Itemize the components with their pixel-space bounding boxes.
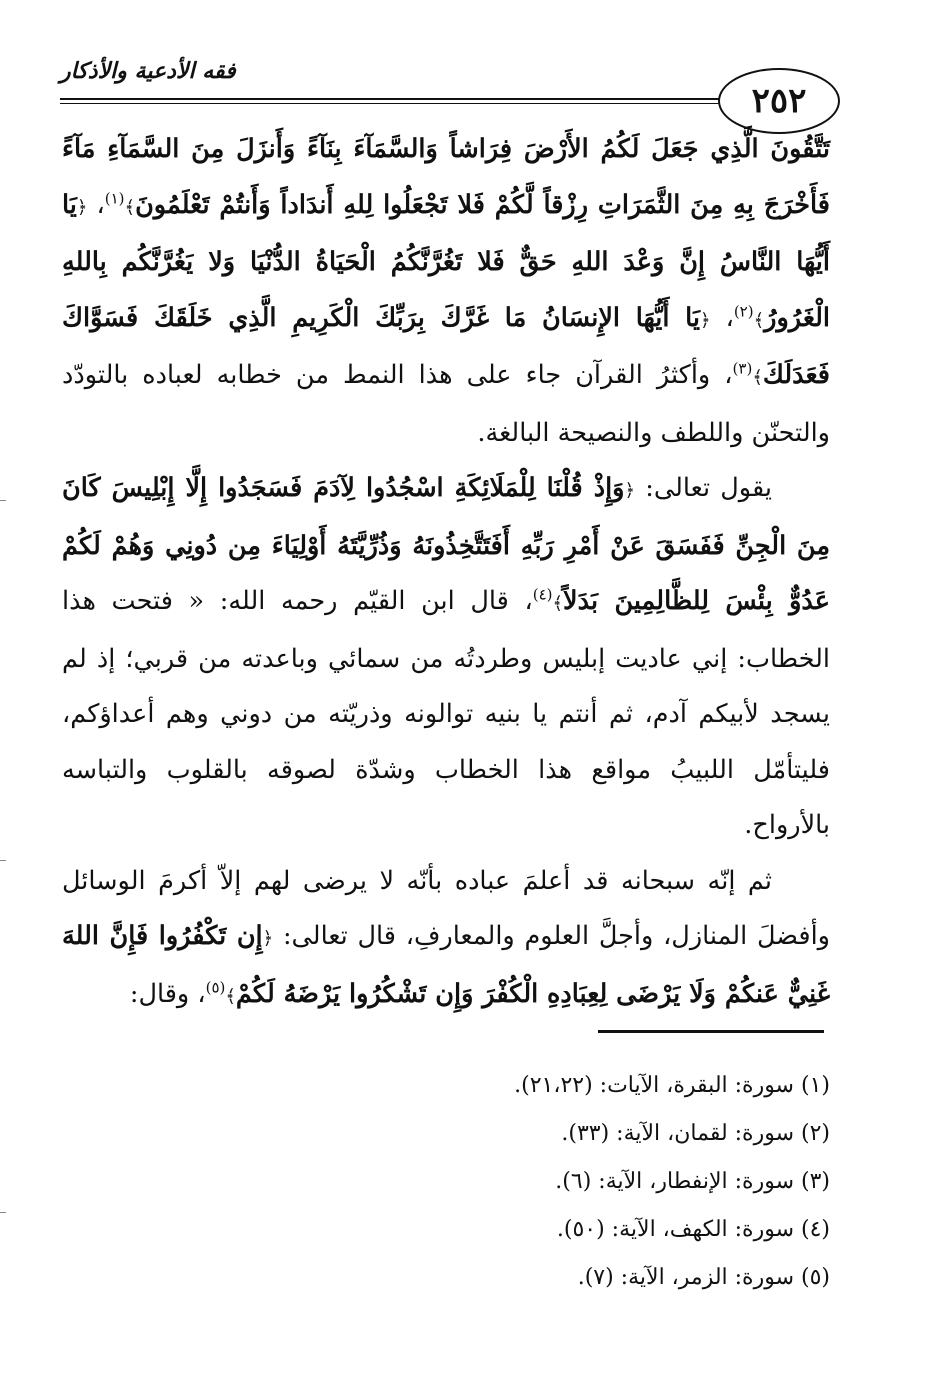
footnote-2: (٢) سورة: لقمان، الآية: (٣٣). [561, 1121, 830, 1146]
text-run: ثم إنّه سبحانه قد أعلمَ عباده بأنّه لا يرضى لهم إلاّ أكرمَ الوسائل وأفضلَ المنازل، وأجلَّ العلوم والمعارفِ، قال تعالى: [62, 865, 830, 951]
footnote-ref: (٤) [532, 585, 553, 604]
quran-verse: تَتَّقُونَ الَّذِي جَعَلَ لَكُمُ الأَرْضَ فِرَاشاً وَالسَّمَآءَ بِنَآءً وَأَنزَلَ مِنَ السَّمَآءِ مَآءً فَأَخْرَجَ بِهِ مِنَ الثَّمَرَاتِ رِزْقاً لَّكُمْ فَلا تَجْعَلُوا لِلهِ أَندَاداً وَأَنتُمْ تَعْلَمُونَ [62, 134, 830, 220]
text-run: ، وأكثرُ القرآن جاء على هذا النمط من خطابه لعباده بالتودّد والتحنّن واللطف والنصيحة البالغة. [62, 360, 830, 448]
scan-mark [0, 500, 6, 501]
footnotes [62, 1062, 830, 1302]
footnote-1: (١) سورة: البقرة، الآيات: (٢١،٢٢). [514, 1073, 830, 1098]
verse-open-ornament: ﴿ [624, 480, 636, 501]
page-header [60, 58, 830, 121]
quran-verse: إِن تَكْفُرُوا فَإِنَّ اللهَ غَنِيٌّ عَنكُمْ وَلَا يَرْضَى لِعِبَادِهِ الْكُفْرَ وَإِن تَشْكُرُوا يَرْضَهُ لَكُمْ [62, 921, 830, 1009]
footnote-ref: (٢) [733, 302, 754, 320]
verse-close-ornament: ﴾ [124, 196, 136, 218]
main-text [62, 122, 830, 1024]
footnote-ref: (٣) [732, 359, 753, 378]
paragraph-3 [62, 854, 830, 1025]
text-run: يقول تعالى: [635, 473, 772, 503]
verse-close-ornament: ﴾ [752, 367, 763, 388]
header-rule [60, 98, 760, 100]
text-run: ، وقال: [129, 978, 206, 1009]
scan-mark [0, 1212, 6, 1213]
footnote-ref: (٥) [205, 978, 226, 996]
footnote-ref: (١) [104, 189, 125, 207]
verse-close-ornament: ﴾ [753, 309, 765, 331]
book-title: فقه الأدعية والأذكار [60, 58, 236, 84]
footnote-separator [598, 1030, 824, 1033]
footnote-4: (٤) سورة: الكهف، الآية: (٥٠). [556, 1217, 830, 1242]
paragraph-1 [62, 122, 830, 461]
scan-mark [0, 860, 6, 861]
quran-verse: وَإِذْ قُلْنَا لِلْمَلَائِكَةِ اسْجُدُوا لِآدَمَ فَسَجَدُوا إِلَّا إِبْلِيسَ كَانَ مِنَ الْجِنِّ فَفَسَقَ عَنْ أَمْرِ رَبِّهِ أَفَتَتَّخِذُونَهُ وَذُرِّيَّتَهُ أَوْلِيَاءَ مِن دُونِي وَهُمْ لَكُمْ عَدُوٌّ بِئْسَ لِلظَّالِمِينَ بَدَلاً [62, 473, 830, 616]
page-number: ٢٥٢ [718, 68, 840, 134]
quran-verse: يَا أَيُّهَا النَّاسُ إِنَّ وَعْدَ اللهِ حَقٌّ فَلا تَغُرَّنَّكُمُ الْحَيَاةُ الدُّنْيَا وَلا يَغُرَّنَّكُم بِاللهِ الْغَرُورُ [62, 189, 830, 333]
verse-close-ornament: ﴾ [225, 985, 236, 1007]
text-run: ، [710, 302, 734, 333]
header-rule-thin [60, 103, 760, 104]
footnote-5: (٥) سورة: الزمر، الآية: (٧). [577, 1265, 830, 1290]
text-run: ، قال ابن القيّم رحمه الله: « فتحت هذا الخطاب: إني عاديت إبليس وطردتُه من سمائي وباعدته من قربي؛ إذ لم يسجد لأبيكم آدم، ثم أنتم يا بنيه توالونه وذريّته من دوني وهم أعداؤكم، فليتأمّل اللبيبُ مواقع هذا الخطاب وشدّة لصوقه بالقلوب والتباسه بالأرواح. [62, 586, 830, 840]
paragraph-2 [62, 461, 830, 854]
footnote-3: (٣) سورة: الإنفطار، الآية: (٦). [555, 1169, 830, 1194]
verse-open-ornament: ﴿ [262, 928, 274, 949]
verse-open-ornament: ﴿ [76, 196, 88, 218]
quran-verse: يَا أَيُّهَا الإِنسَانُ مَا غَرَّكَ بِرَبِّكَ الْكَرِيمِ الَّذِي خَلَقَكَ فَسَوَّاكَ فَعَدَلَكَ [62, 302, 830, 390]
text-run: ، [87, 189, 105, 220]
verse-open-ornament: ﴿ [700, 309, 711, 331]
verse-close-ornament: ﴾ [552, 593, 564, 614]
